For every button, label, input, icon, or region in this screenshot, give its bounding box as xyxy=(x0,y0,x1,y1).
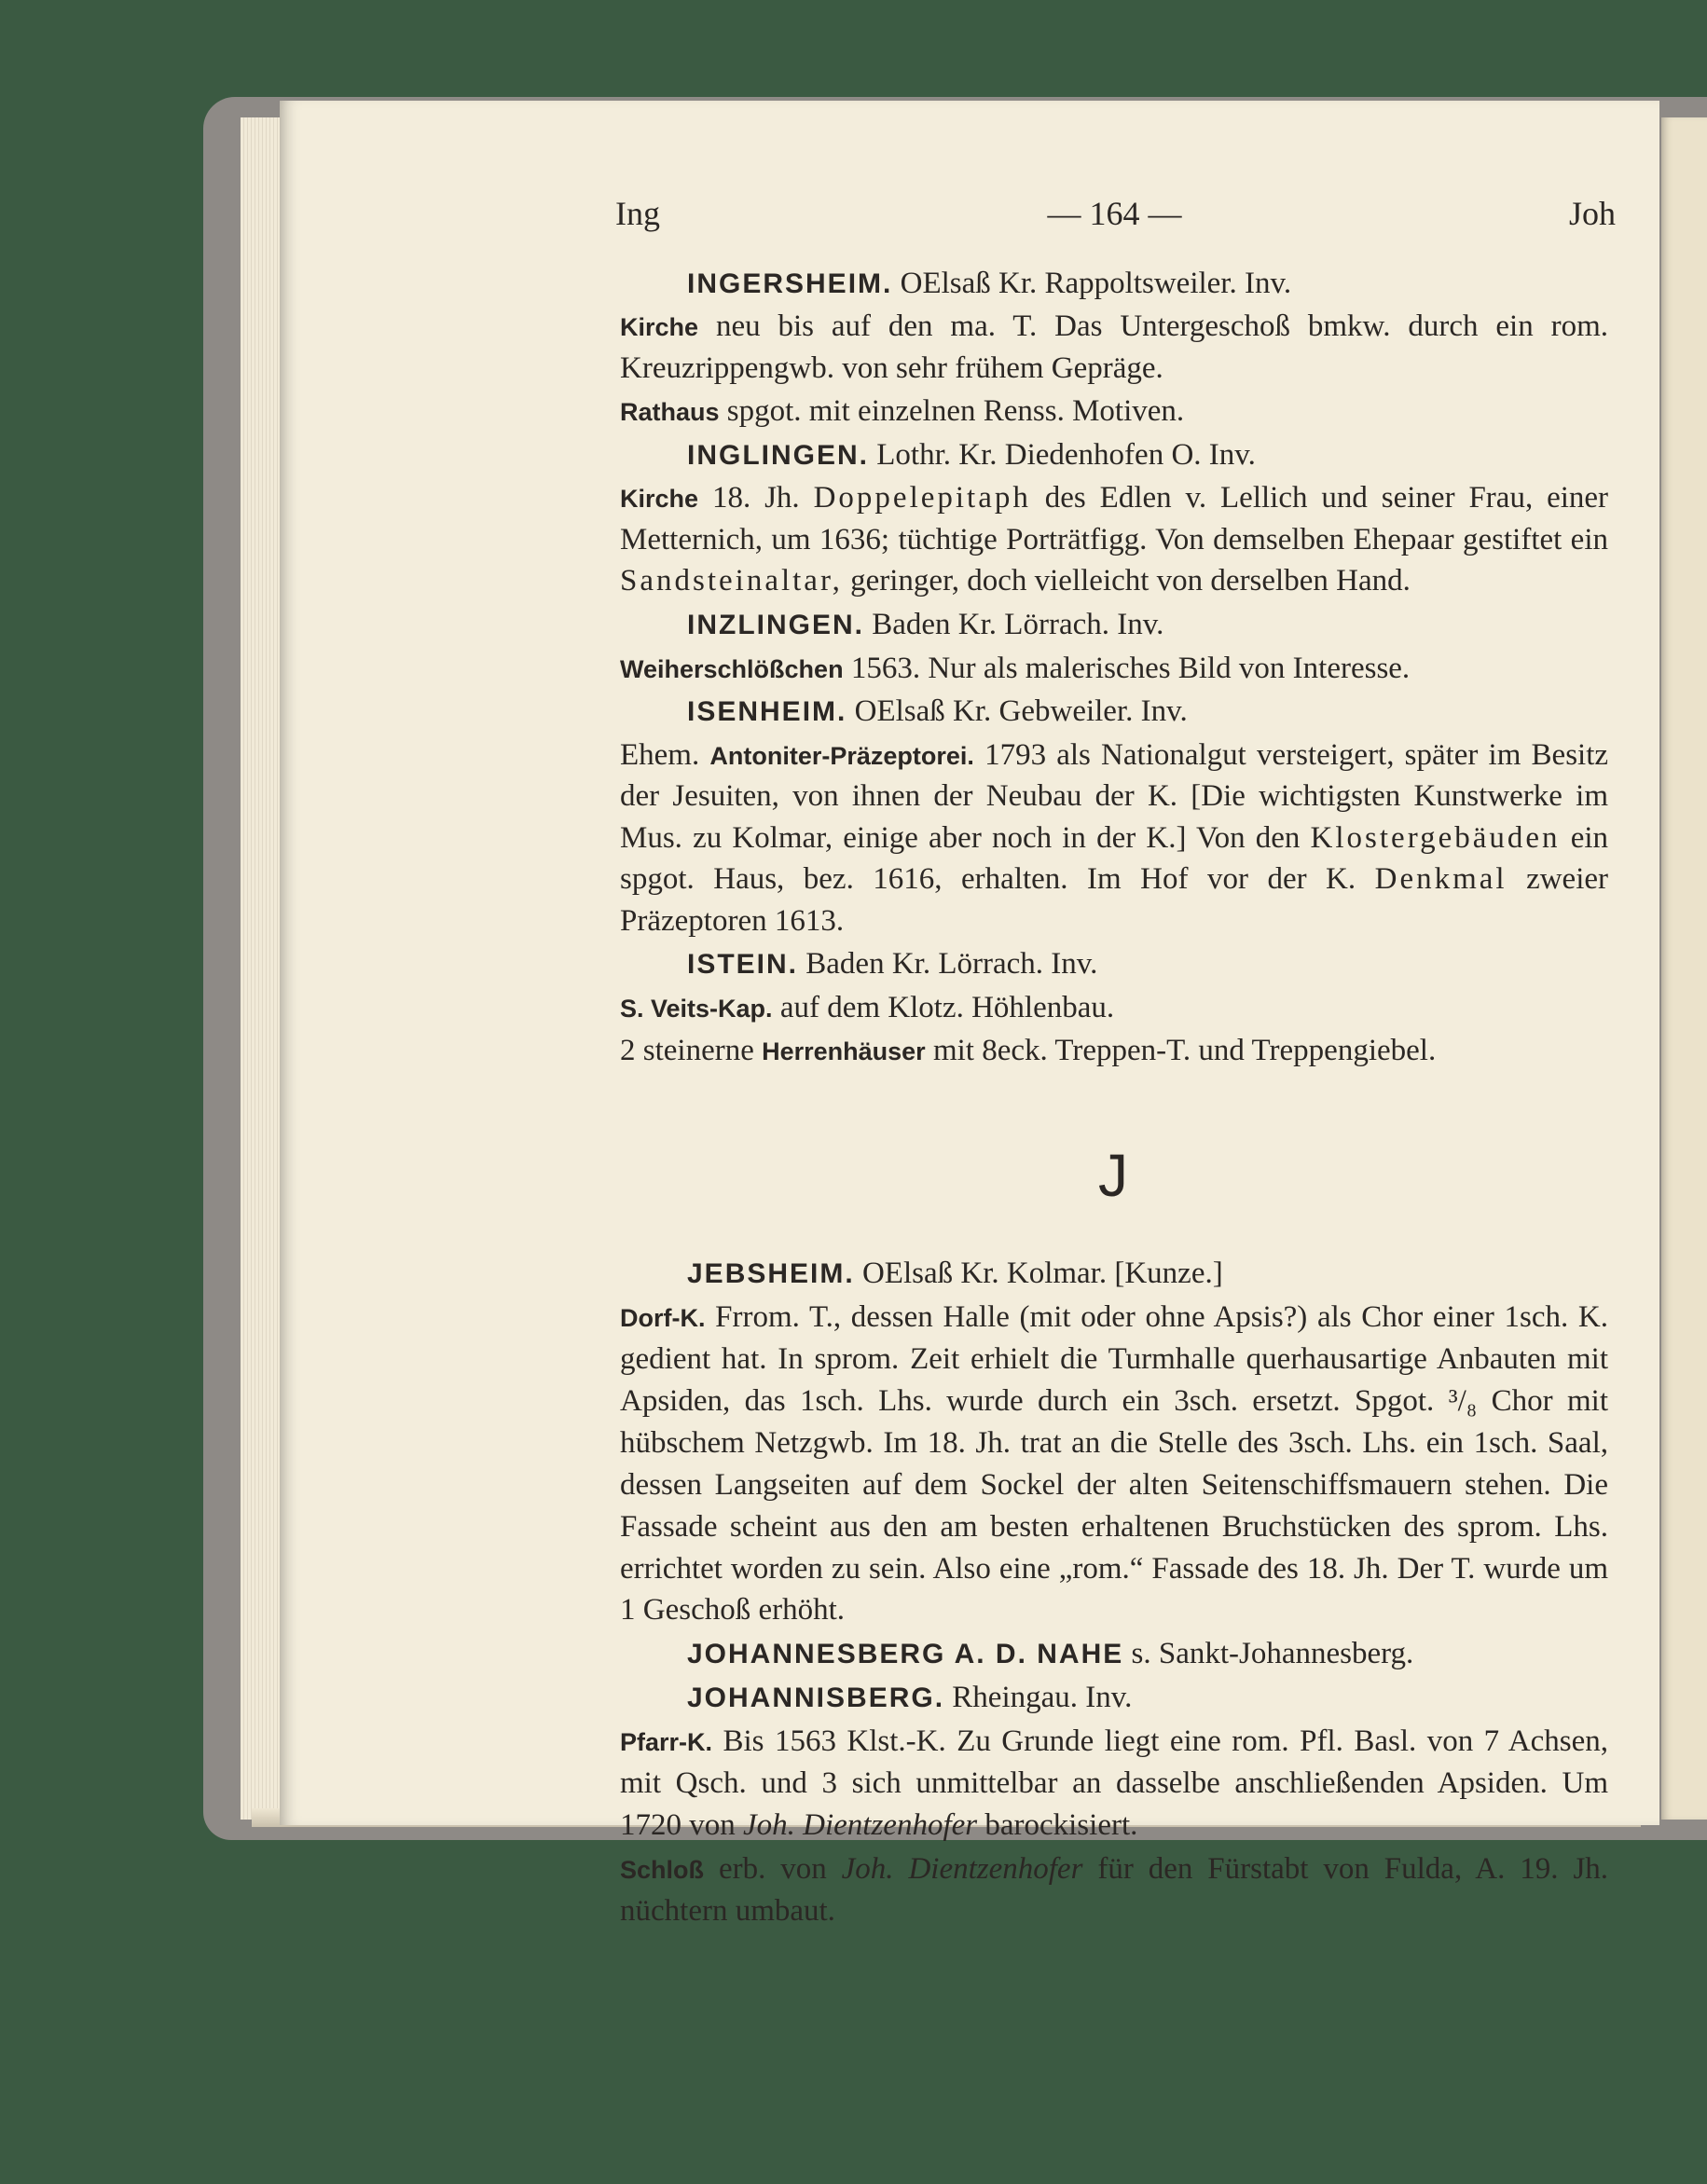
subentry-label: Kirche xyxy=(620,313,699,342)
subentry-label: Rathaus xyxy=(620,398,720,427)
headword: INGLINGEN. xyxy=(687,439,870,471)
section-j xyxy=(620,1253,1608,1931)
headword: INZLINGEN. xyxy=(687,609,864,640)
subentry-text: spgot. mit einzelnen Renss. Motiven. xyxy=(726,394,1185,429)
subentry-text: Frrom. T., dessen Halle (mit oder ohne Apsis?) als Chor einer 1sch. K. gedient hat. In sprom. Zeit erhielt die Turmhalle querhausartige Anbauten mit Apsiden, das 1sch. Lhs. wurde durch ein 3sch. ersetzt. Spgot. xyxy=(620,1300,1608,1418)
subentry-text: ein spgot. Haus, bez. 1616, erhalten. Im Hof vor der K. xyxy=(620,820,1609,897)
subentry-label: Herrenhäuser xyxy=(762,1037,926,1066)
subentry-text: barockisiert. xyxy=(984,1807,1138,1842)
entry-jebsheim xyxy=(620,1253,1608,1295)
entry-location: OElsaß Kr. Gebweiler. Inv. xyxy=(854,694,1188,729)
entry-location: Baden Kr. Lörrach. Inv. xyxy=(805,947,1098,982)
subentry-label: S. Veits-Kap. xyxy=(620,994,773,1023)
subentry-kirche xyxy=(620,306,1608,389)
entry-location: Baden Kr. Lörrach. Inv. xyxy=(872,607,1164,641)
headword: ISENHEIM. xyxy=(687,696,847,728)
fraction: ³/₈ xyxy=(1448,1384,1478,1418)
entry-location: Lothr. Kr. Diedenhofen O. Inv. xyxy=(876,437,1256,472)
running-head-right: Joh xyxy=(1568,195,1616,232)
entry-johannisberg xyxy=(620,1677,1608,1719)
spaced-term: Doppelepitaph xyxy=(813,481,1031,515)
subentry-veits-kap xyxy=(620,987,1608,1029)
headword: JEBSHEIM. xyxy=(687,1258,855,1290)
subentry-text: mit 8eck. Treppen-T. und Treppengiebel. xyxy=(932,1034,1437,1068)
entry-inglingen xyxy=(620,434,1608,476)
subentry-label: Dorf-K. xyxy=(620,1304,706,1333)
subentry-text: Bis 1563 Klst.-K. Zu Grunde liegt eine rom. Pfl. Basl. von 7 Achsen, mit Qsch. und 3 sich unmittelbar an dasselbe anschließenden Apsiden. Um 1720 von xyxy=(620,1724,1608,1842)
headword: ISTEIN. xyxy=(687,949,799,981)
subentry-kirche xyxy=(620,477,1608,602)
spaced-term: Klostergebäuden xyxy=(1310,820,1561,855)
subentry-herrenhaeuser xyxy=(620,1030,1608,1072)
subentry-praezeptorei xyxy=(620,735,1608,942)
subentry-text: zweier Präzeptoren 1613. xyxy=(620,862,1609,938)
subentry-text: 18. Jh. xyxy=(711,481,800,515)
subentry-text: Ehem. xyxy=(620,737,700,772)
subentry-label: Schloß xyxy=(620,1855,705,1884)
subentry-text: auf dem Klotz. Höhlenbau. xyxy=(779,990,1115,1024)
subentry-text: 2 steinerne xyxy=(620,1034,754,1068)
entry-ingersheim xyxy=(620,263,1608,305)
subentry-pfarr-k xyxy=(620,1721,1608,1847)
subentry-label: Antoniter-Präzeptorei. xyxy=(709,741,974,770)
subentry-label: Kirche xyxy=(620,485,699,514)
spaced-term: Sandsteinaltar, xyxy=(620,564,843,598)
subentry-text: geringer, doch vielleicht von derselben Hand. xyxy=(850,564,1411,598)
headword: JOHANNISBERG. xyxy=(687,1683,945,1714)
facing-page-edge xyxy=(1661,117,1707,1820)
entry-johannesberg xyxy=(620,1633,1608,1675)
entry-isenheim xyxy=(620,691,1608,733)
subentry-text: für den Fürstabt von Fulda, A. 19. Jh. nüchtern umbaut. xyxy=(620,1851,1609,1928)
subentry-label: Weiherschlößchen xyxy=(620,654,844,683)
running-head xyxy=(615,191,1616,237)
entry-location: OElsaß Kr. Kolmar. [Kunze.] xyxy=(861,1257,1223,1291)
subentry-label: Pfarr-K. xyxy=(620,1728,713,1756)
subentry-text: 1563. Nur als malerisches Bild von Interesse. xyxy=(850,651,1411,685)
subentry-dorf-k xyxy=(620,1297,1608,1631)
subentry-weiherschloesschen xyxy=(620,648,1608,690)
subentry-text: erb. von xyxy=(718,1851,827,1886)
running-head-left: Ing xyxy=(615,195,660,232)
headword: INGERSHEIM. xyxy=(687,268,893,299)
entry-inzlingen xyxy=(620,604,1608,646)
spaced-term: Denkmal xyxy=(1374,862,1507,897)
page-text xyxy=(615,191,1616,1933)
artist-name: Joh. Dientzenhofer xyxy=(743,1807,978,1842)
subentry-text: 1793 als Nationalgut versteigert, später im Besitz der Jesuiten, von ihnen der Neubau der K. [Die wichtigsten Kunstwerke im Mus. zu Kolmar, einige aber noch in der K.] Von den xyxy=(620,737,1609,855)
page-number: — 164 — xyxy=(1047,195,1182,232)
subentry-schloss xyxy=(620,1848,1608,1932)
cross-reference: s. Sankt-Johannesberg. xyxy=(1131,1637,1414,1671)
artist-name: Joh. Dientzenhofer xyxy=(841,1851,1083,1886)
subentry-rathaus xyxy=(620,391,1608,433)
entry-location: OElsaß Kr. Rappoltsweiler. Inv. xyxy=(900,266,1292,300)
entry-location: Rheingau. Inv. xyxy=(952,1681,1133,1715)
section-letter: J xyxy=(1098,1141,1130,1209)
entry-istein xyxy=(620,943,1608,985)
subentry-text: neu bis auf den ma. T. Das Untergeschoß bmkw. durch ein rom. Kreuzrippengwb. von sehr frühem Gepräge. xyxy=(620,309,1608,385)
subentry-text: Chor mit hübschem Netzgwb. Im 18. Jh. trat an die Stelle des 3sch. Lhs. ein 1sch. Saal, dessen Langseiten auf dem Sockel der alten Seitenschiffsmauern stehen. Die Fassade scheint aus den am besten erhaltenen Bruchstücken des sprom. Lhs. errichtet worden zu sein. Also eine „rom.“ Fassade des 18. Jh. Der T. wurde um 1 Geschoß erhöht. xyxy=(620,1384,1609,1628)
subentry-text: des Edlen v. Lellich und seiner Frau, einer Metternich, um 1636; tüchtige Porträtfigg. Von demselben Ehepaar gestiftet ein xyxy=(620,481,1609,556)
headword: JOHANNESBERG A. D. NAHE xyxy=(687,1639,1124,1670)
